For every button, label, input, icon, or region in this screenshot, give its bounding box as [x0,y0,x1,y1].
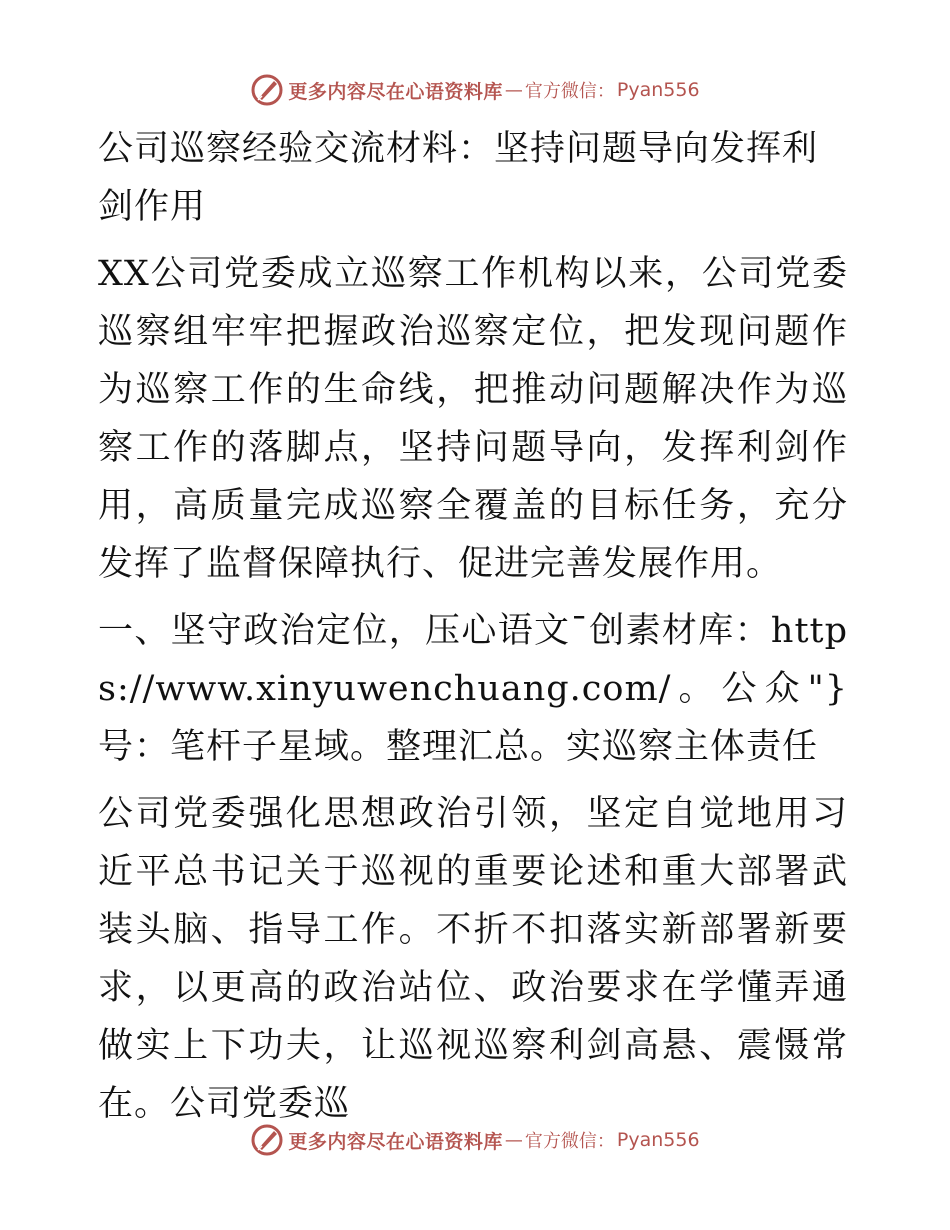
quill-logo-icon [250,1123,284,1157]
paragraph-intro: XX公司党委成立巡察工作机构以来，公司党委巡察组牢牢把握政治巡察定位，把发现问题作为巡察工作的生命线，把推动问题解决作为巡察工作的落脚点，坚持问题导向，发挥利剑作用，高质量完成巡察全覆盖的目标任务，充分发挥了监督保障执行、促进完善发展作用。 [98,254,848,584]
document-body [98,120,848,1142]
watermark-label: 官方微信： [524,1131,615,1152]
watermark-separator: — [504,79,523,101]
header-watermark [0,70,950,110]
watermark-main-text: 更多内容尽在心语资料库 [288,80,503,103]
watermark-main-text: 更多内容尽在心语资料库 [288,1130,503,1153]
watermark-separator: — [504,1129,523,1151]
watermark-id: Pyan556 [616,1129,700,1151]
watermark-id: Pyan556 [616,79,700,101]
footer-watermark [0,1120,950,1160]
paragraph-body: 公司党委强化思想政治引领，坚定自觉地用习近平总书记关于巡视的重要论述和重大部署武装头脑、指导工作。不折不扣落实新部署新要求，以更高的政治站位、政治要求在学懂弄通做实上下功夫，让巡视巡察利剑高悬、震慑常在。公司党委巡 [98,794,848,1124]
watermark-label: 官方微信： [524,81,615,102]
quill-logo-icon [250,73,284,107]
document-title: 公司巡察经验交流材料：坚持问题导向发挥利剑作用 [98,129,819,227]
paragraph-section-heading: 一、坚守政治定位，压心语文¯创素材库：https://www.xinyuwenchuang.com/。公众"}号：笔杆子星域。整理汇总。实巡察主体责任 [98,611,848,767]
